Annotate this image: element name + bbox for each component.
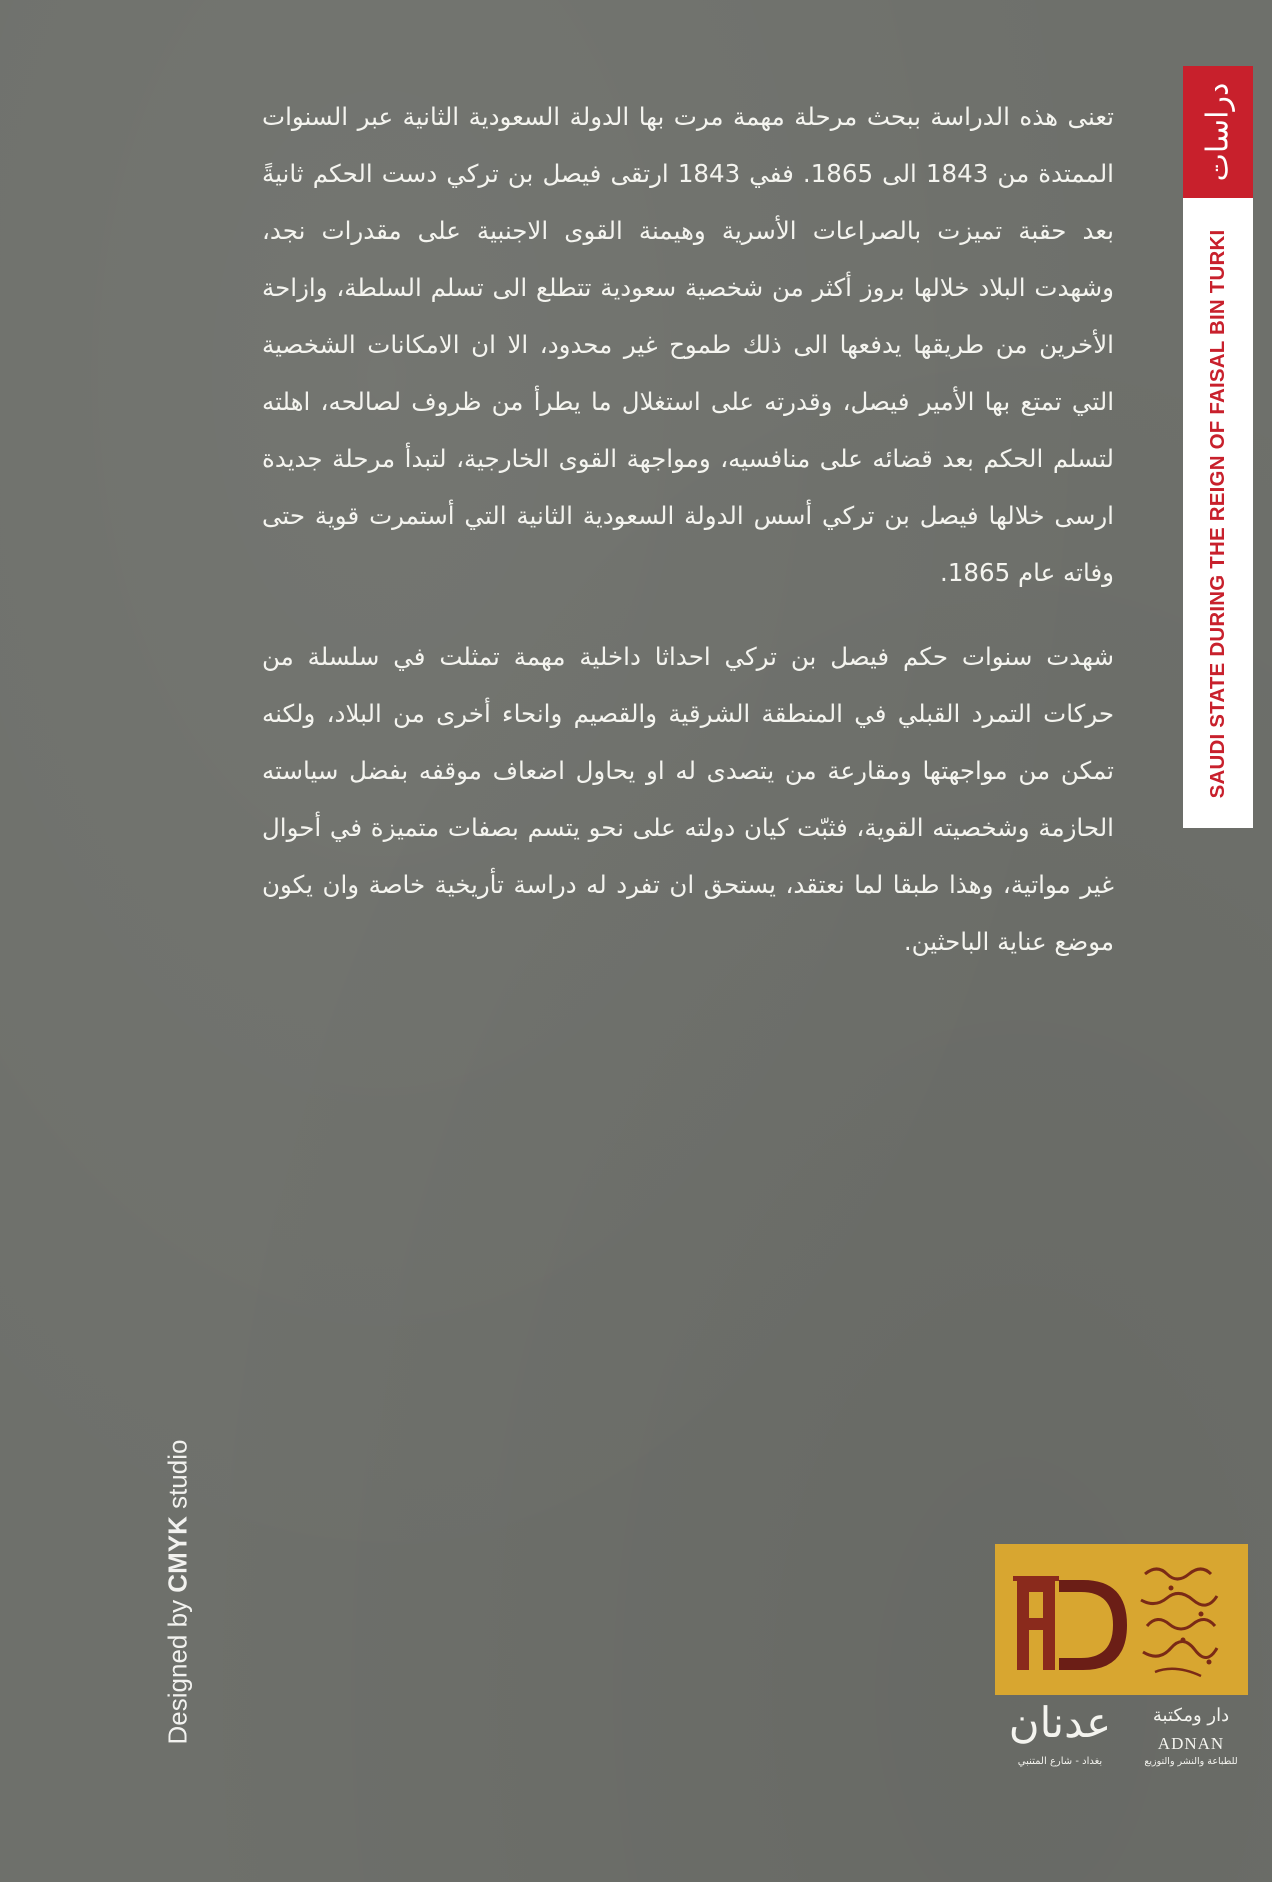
designer-credit bbox=[163, 1440, 194, 1745]
publisher-city: بغداد - شارع المتنبي bbox=[1017, 1756, 1103, 1767]
credit-prefix: Designed by bbox=[162, 1592, 193, 1745]
credit-suffix: studio bbox=[162, 1439, 193, 1517]
publisher-name-en: ADNAN bbox=[1157, 1734, 1225, 1753]
series-label: دراسات bbox=[1200, 82, 1236, 182]
credit-brand: CMYK bbox=[162, 1516, 193, 1593]
publisher-logo bbox=[995, 1544, 1248, 1695]
publisher-subtitle: للطباعة والنشر والتوزيع bbox=[1144, 1756, 1238, 1767]
blurb-paragraph-1: تعنى هذه الدراسة ببحث مرحلة مهمة مرت بها الدولة السعودية الثانية عبر السنوات الممتدة من 1843 الى 1865. ففي 1843 ارتقى فيصل بن تركي دست الحكم ثانيةً بعد حقبة تميزت بالصراعات الأسرية وهيمنة القوى الاجنبية على مقدرات نجد، وشهدت البلاد خلالها بروز أكثر من شخصية سعودية تتطلع الى تسلم السلطة، وازاحة الأخرين من طريقها يدفعها الى ذلك طموح غير محدود، الا ان الامكانات الشخصية التي تمتع بها الأمير فيصل، وقدرته على استغلال ما يطرأ من ظروف لصالحه، اهلته لتسلم الحكم بعد قضائه على منافسيه، ومواجهة القوى الخارجية، لتبدأ مرحلة جديدة ارسى خلالها فيصل بن تركي أسس الدولة السعودية الثانية التي أستمرت قوية حتى وفاته عام 1865. bbox=[262, 102, 1114, 587]
blurb bbox=[262, 88, 1114, 970]
ad-monogram-icon bbox=[995, 1544, 1248, 1695]
english-title: SAUDI STATE DURING THE REIGN OF FAISAL BIN TURKI bbox=[1206, 229, 1229, 799]
blurb-paragraph-2: شهدت سنوات حكم فيصل بن تركي احداثا داخلية مهمة تمثلت في سلسلة من حركات التمرد القبلي في المنطقة الشرقية والقصيم وانحاء أخرى من البلاد، ولكنه تمكن من مواجهتها ومقارعة من يتصدى له او يحاول اضعاف موقفه بفضل سياسته الحازمة وشخصيته القوية، فثبّت كيان دولته على نحو يتسم بصفات متميزة في أحوال غير مواتية، وهذا طبقا لما نعتقد، يستحق ان تفرد له دراسة تأريخية خاصة وان يكون موضع عناية الباحثين. bbox=[262, 642, 1114, 956]
publisher-name-ar: عدنان bbox=[1008, 1698, 1112, 1747]
publisher-house-ar: دار ومكتبة bbox=[1152, 1705, 1230, 1726]
